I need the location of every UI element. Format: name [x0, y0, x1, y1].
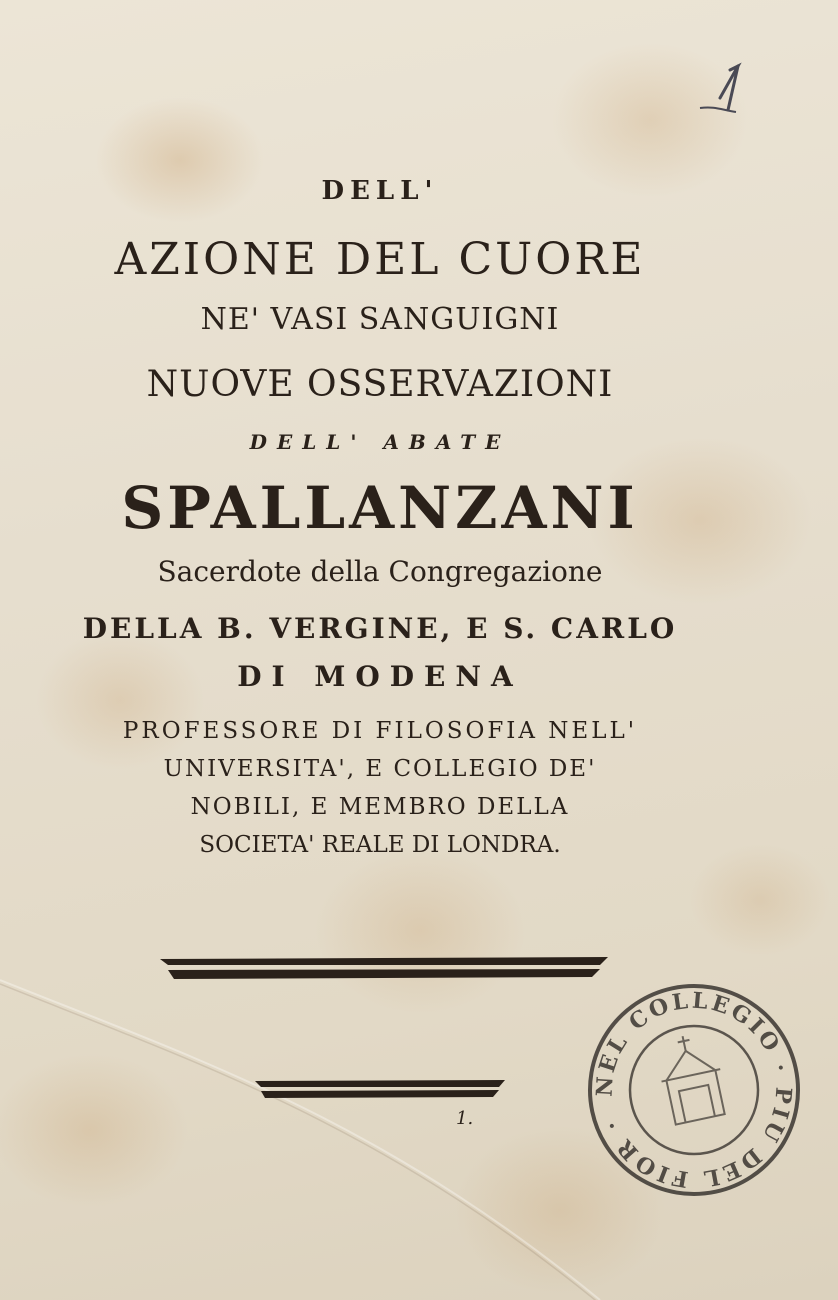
svg-text:NEL COLLEGIO · PIU DEL FIOR ·: NEL COLLEGIO · PIU DEL FIOR ·	[591, 987, 797, 1193]
author-role: Sacerdote della Congregazione	[157, 555, 603, 588]
author-name: SPALLANZANI	[121, 474, 639, 542]
double-rule-bottom	[255, 1077, 505, 1101]
congregation-line: DELLA B. VERGINE, E S. CARLO	[82, 612, 678, 645]
pencil-folio-number	[690, 58, 770, 128]
title-line-dell: DELL'	[321, 176, 439, 206]
title-line-nuove-osservazioni: NUOVE OSSERVAZIONI	[146, 364, 614, 405]
title-line-azione-del-cuore: AZIONE DEL CUORE	[114, 234, 646, 285]
credentials-line-4: SOCIETA' REALE DI LONDRA.	[199, 832, 561, 858]
title-line-vasi-sanguigni: NE' VASI SANGUIGNI	[200, 302, 560, 337]
library-stamp-icon	[584, 980, 804, 1200]
title-line-dell-abate: DELL' ABATE	[249, 430, 511, 454]
credentials-line-3: NOBILI, E MEMBRO DELLA	[190, 794, 570, 820]
city-line: DI MODENA	[237, 660, 523, 693]
credentials-line-1: PROFESSORE DI FILOSOFIA NELL'	[122, 718, 638, 744]
page-number: 1.	[456, 1108, 474, 1129]
credentials-line-2: UNIVERSITA', E COLLEGIO DE'	[163, 756, 597, 782]
double-rule-top	[160, 955, 608, 981]
